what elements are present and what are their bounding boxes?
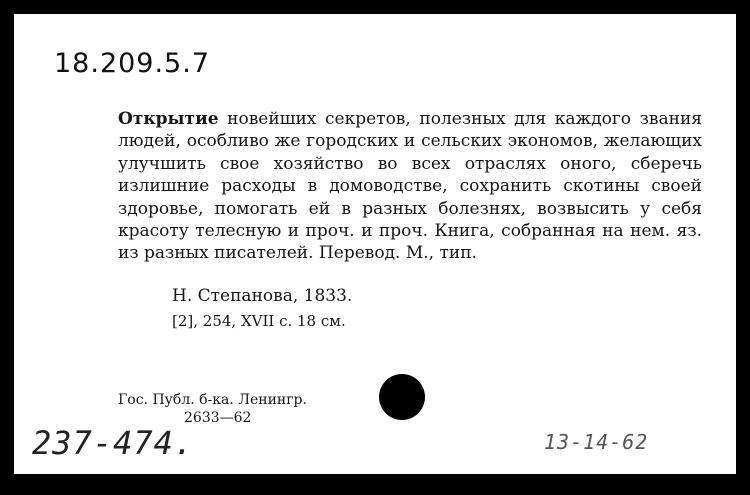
- bibliographic-entry: [118, 108, 702, 265]
- library-name: Гос. Публ. б-ка. Ленингр.: [118, 392, 307, 408]
- library-stamp: [118, 391, 307, 427]
- entry-description: новейших секретов, полезных для каждого звания людей, особливо же городских и сельских экономов, желающих улучшить свое хозяйство во всех отраслях оного, сберечь излишние расходы в домоводстве, сохранить скотины своей здоровье, помогать ей в разных болезнях, возвысить у себя красоту телесную и проч. и проч. Книга, собранная на нем. яз. из разных писателей. Перевод. М., тип.: [118, 109, 702, 264]
- catalog-card: [14, 14, 736, 474]
- card-number: 2633—62: [184, 410, 252, 426]
- collation: [2], 254, XVII с. 18 см.: [172, 312, 346, 330]
- entry-title: Открытие: [118, 109, 219, 129]
- handwritten-accession-number: 237-474.: [32, 424, 195, 462]
- call-number: 18.209.5.7: [54, 48, 210, 79]
- handwritten-date: 13-14-62: [544, 430, 649, 454]
- punch-hole: [379, 374, 425, 420]
- imprint: Н. Степанова, 1833.: [172, 286, 353, 306]
